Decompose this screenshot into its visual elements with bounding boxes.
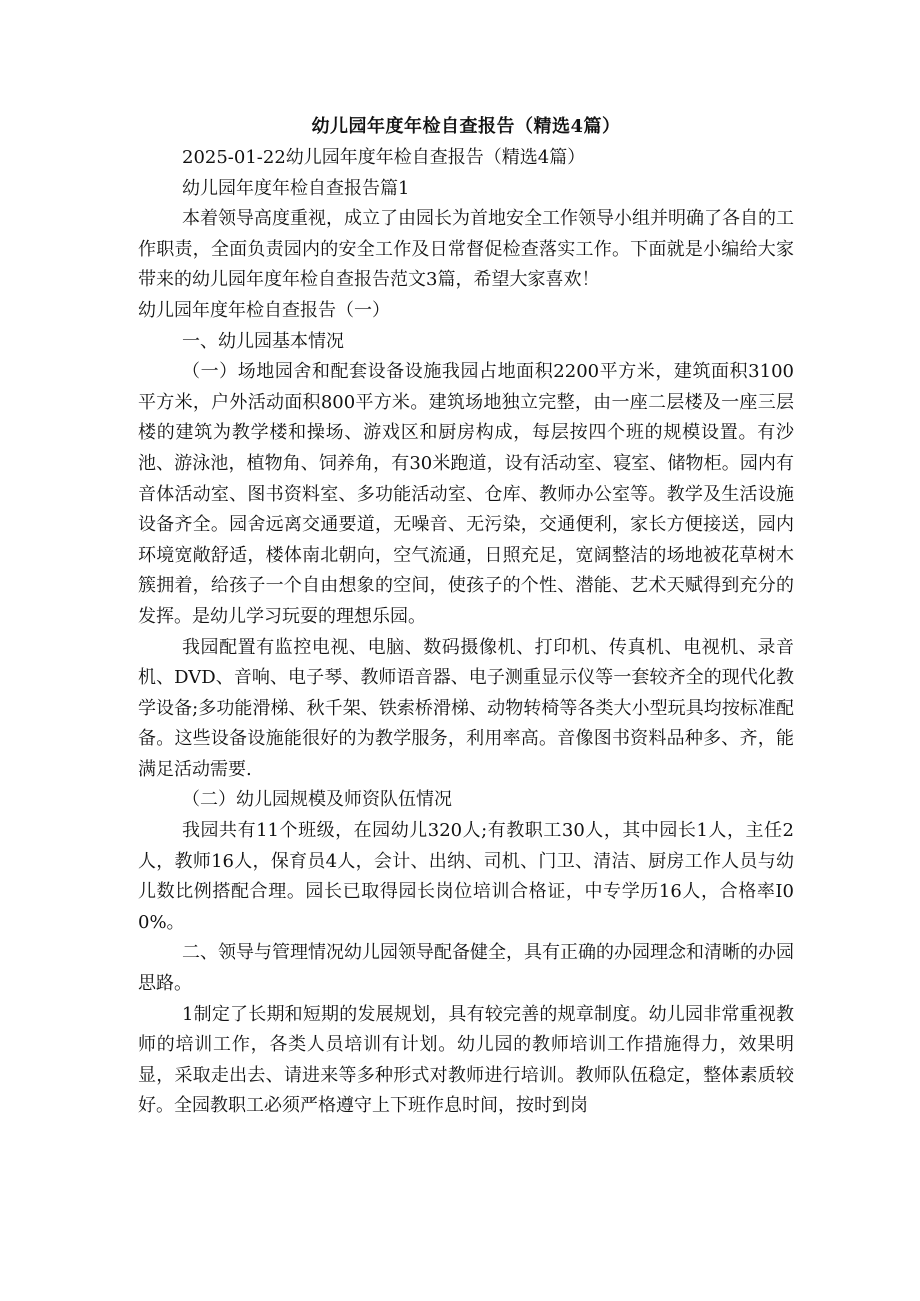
paragraph-leadership: 二、领导与管理情况幼儿园领导配备健全，具有正确的办园理念和清晰的办园思路。 [138, 942, 794, 995]
section-heading-part1: 幼儿园年度年检自查报告篇1 [182, 177, 410, 199]
document-date-line: 2025-01-22幼儿园年度年检自查报告（精选4篇） [182, 147, 586, 168]
report-heading-one: 幼儿园年度年检自查报告（一） [138, 299, 390, 321]
paragraph-facilities: （一）场地园舍和配套设备设施我园占地面积2200平方米，建筑面积3100平方米，户外活动面积800平方米。建筑场地独立完整，由一座二层楼及一座三层楼的建筑为教学楼和操场、游戏区和厨房构成，每层按四个班的规模设置。有沙池、游泳池，植物角、饲养角，有30米跑道，设有活动室、寝室、储物柜。园内有音体活动室、图书资料室、多功能活动室、仓库、教师办公室等。教学及生活设施设备齐全。园舍远离交通要道，无噪音、无污染，交通便利，家长方便接送，园内环境宽敞舒适，楼体南北朝向，空气流通，日照充足，宽阔整洁的场地被花草树木簇拥着，给孩子一个自由想象的空间，使孩子的个性、潜能、艺术天赋得到充分的发挥。是幼儿学习玩耍的理想乐园。 [138, 361, 794, 627]
paragraph-staff: 我园共有11个班级，在园幼儿320人;有教职工30人，其中园长1人，主任2人，教师16人，保育员4人，会计、出纳、司机、门卫、清洁、厨房工作人员与幼儿数比例搭配合理。园长已取得园长岗位培训合格证，中专学历16人，合格率I00%。 [138, 820, 794, 933]
section-heading-basic-info: 一、幼儿园基本情况 [182, 330, 344, 352]
intro-paragraph: 本着领导高度重视，成立了由园长为首地安全工作领导小组并明确了各自的工作职责，全面负责园内的安全工作及日常督促检查落实工作。下面就是小编给大家带来的幼儿园年度年检自查报告范文3篇，希望大家喜欢！ [138, 208, 794, 291]
paragraph-planning: 1制定了长期和短期的发展规划，具有较完善的规章制度。幼儿园非常重视教师的培训工作，各类人员培训有计划。幼儿园的教师培训工作措施得力，效果明显，采取走出去、请进来等多种形式对教师进行培训。教师队伍稳定，整体素质较好。全园教职工必须严格遵守上下班作息时间，按时到岗 [138, 1003, 794, 1117]
paragraph-equipment: 我园配置有监控电视、电脑、数码摄像机、打印机、传真机、电视机、录音机、DVD、音响、电子琴、教师语音器、电子测重显示仪等一套较齐全的现代化教学设备;多功能滑梯、秋千架、铁索桥滑梯、动物转椅等各类大小型玩具均按标准配备。这些设备设施能很好的为教学服务，利用率高。音像图书资料品种多、齐，能满足活动需要. [138, 636, 794, 780]
document-title: 幼儿园年度年检自查报告（精选4篇） [311, 116, 621, 137]
document-page [138, 112, 794, 1122]
subsection-heading-staff: （二）幼儿园规模及师资队伍情况 [182, 789, 452, 811]
